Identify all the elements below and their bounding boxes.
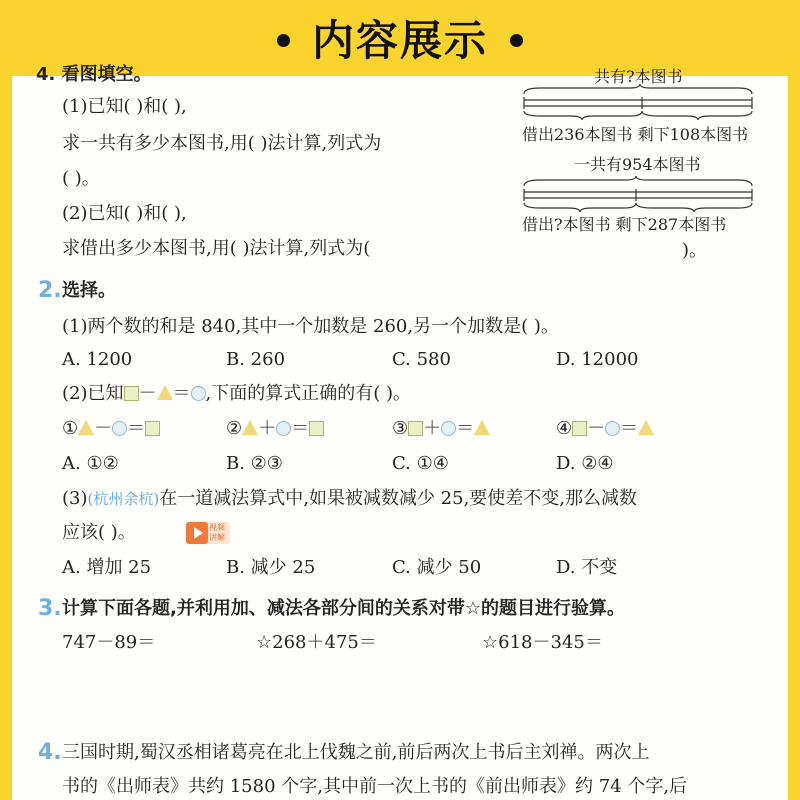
video-explain-label: 视频 讲解	[209, 523, 225, 542]
diagram2-top-label: 一共有954本图书	[574, 155, 701, 174]
q2-s2-formula-1: ① － ＝	[62, 418, 160, 440]
square-shape-icon	[309, 421, 324, 436]
q1-p1-line3: ( )。	[62, 168, 100, 189]
diagram2-bracket	[520, 176, 760, 212]
q2-s2-option-c: C. ①④	[392, 453, 449, 474]
triangle-shape-icon	[242, 420, 258, 435]
circle-shape-icon	[191, 386, 206, 401]
q1-header: 4. 看图填空。	[36, 64, 152, 85]
circle-shape-icon	[605, 421, 620, 436]
triangle-shape-icon	[157, 385, 173, 400]
banner-title-text: 内容展示	[311, 16, 488, 65]
q3-exercise-1: 747－89＝	[62, 632, 156, 653]
q2-s1-option-b: B. 260	[226, 349, 286, 370]
q2-s1-option-d: D. 12000	[556, 349, 639, 370]
q4-line2: 书的《出师表》共约 1580 个字,其中前一次上书的《前出师表》约 74 个字,后	[62, 776, 688, 797]
worksheet-page	[12, 64, 788, 800]
circle-shape-icon	[112, 421, 127, 436]
q2-s3-prefix: (3)	[62, 488, 88, 509]
q2-s2-option-a: A. ①②	[62, 453, 119, 474]
q3-exercise-2: ☆268＋475＝	[256, 632, 377, 653]
bullet-dot-icon	[277, 34, 290, 47]
bullet-dot-icon	[510, 34, 523, 47]
triangle-shape-icon	[78, 420, 94, 435]
q3-number: 3.	[38, 596, 62, 621]
q4-number: 4.	[38, 740, 62, 765]
formula-marker: ④	[556, 418, 573, 439]
q1-p2-line3: )。	[682, 240, 708, 261]
q2-s2-formula-3: ③ ＋ ＝	[392, 418, 490, 440]
q2-s2-formula-4: ④ － ＝	[556, 418, 654, 440]
square-shape-icon	[145, 421, 160, 436]
q1-p2-line1: (2)已知( )和( ),	[62, 203, 187, 224]
square-shape-icon	[572, 421, 587, 436]
q3-title: 计算下面各题,并利用加、减法各部分间的关系对带☆的题目进行验算。	[62, 598, 625, 619]
q3-exercise-3: ☆618－345＝	[482, 632, 603, 653]
q2-s1-option-a: A. 1200	[62, 349, 133, 370]
diagram1-bottom-label: 借出236本图书 剩下108本图书	[522, 125, 749, 144]
circle-shape-icon	[441, 421, 456, 436]
q2-s3-option-b: B. 减少 25	[226, 557, 316, 578]
q2-s2-option-d: D. ②④	[556, 453, 614, 474]
q2-s2-option-b: B. ②③	[226, 453, 283, 474]
q2-s3-region-tag: (杭州余杭)	[87, 490, 160, 508]
q2-s3-line2: 应该( )。	[62, 522, 136, 543]
diagram1-top-label: 共有?本图书	[594, 67, 683, 86]
q1-p1-line1: (1)已知( )和( ),	[62, 96, 187, 117]
triangle-shape-icon	[638, 420, 654, 435]
q2-title: 选择。	[62, 280, 116, 301]
q2-s2-suffix: ,下面的算式正确的有( )。	[205, 383, 411, 404]
triangle-shape-icon	[474, 420, 490, 435]
formula-marker: ②	[226, 418, 243, 439]
formula-marker: ①	[62, 418, 79, 439]
q2-number: 2.	[38, 278, 62, 303]
q2-s3-text: 在一道减法算式中,如果被减数减少 25,要使差不变,那么减数	[159, 488, 638, 509]
circle-shape-icon	[276, 421, 291, 436]
banner-title	[0, 8, 800, 68]
q2-s1-text: (1)两个数的和是 840,其中一个加数是 260,另一个加数是( )。	[62, 316, 559, 337]
diagram2-bottom-label: 借出?本图书 剩下287本图书	[522, 215, 727, 234]
q1-p2-line2: 求借出多少本图书,用( )法计算,列式为(	[62, 238, 371, 259]
square-shape-icon	[124, 386, 139, 401]
q2-s2-text: (2)已知 － ＝ ,下面的算式正确的有( )。	[62, 383, 411, 404]
q1-p1-line2: 求一共有多少本图书,用( )法计算,列式为	[62, 133, 382, 154]
q2-s3-option-c: C. 减少 50	[392, 557, 482, 578]
q2-s2-prefix: (2)已知	[62, 383, 124, 404]
diagram1-bracket	[520, 84, 760, 120]
q2-s1-option-c: C. 580	[392, 349, 451, 370]
q2-s3-option-a: A. 增加 25	[62, 557, 152, 578]
q2-s3-option-d: D. 不变	[556, 557, 618, 578]
q2-s2-formula-2: ② ＋ ＝	[226, 418, 324, 440]
formula-marker: ③	[392, 418, 409, 439]
square-shape-icon	[408, 421, 423, 436]
q2-s3-line1	[62, 488, 637, 510]
play-icon	[186, 522, 208, 544]
q4-line1: 三国时期,蜀汉丞相诸葛亮在北上伐魏之前,前后两次上书后主刘禅。两次上	[62, 742, 650, 763]
video-explain-button[interactable]	[186, 522, 230, 544]
